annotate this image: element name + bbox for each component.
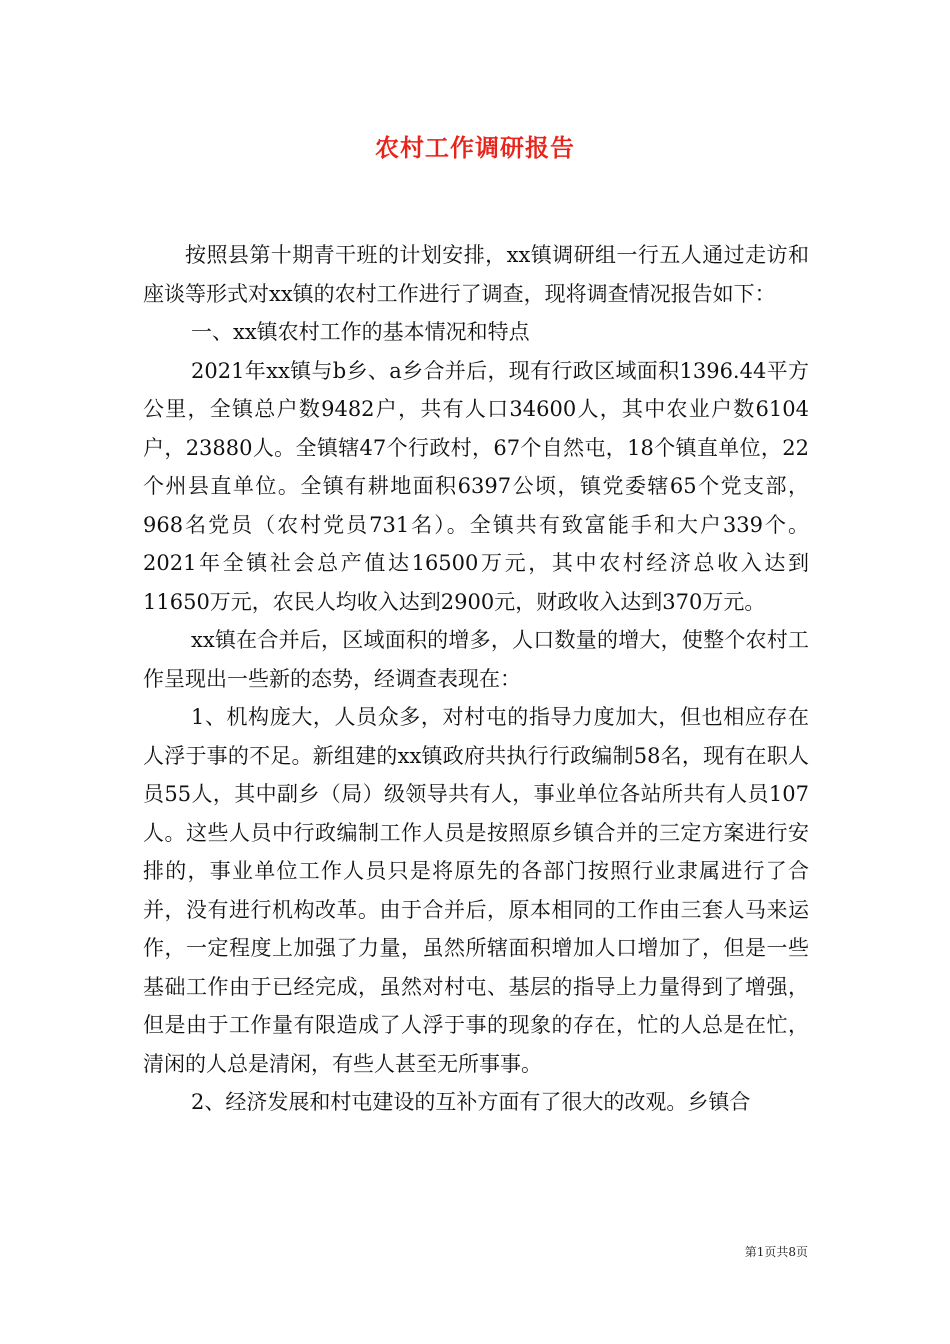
paragraph-point-2: 2、经济发展和村屯建设的互补方面有了很大的改观。乡镇合 — [191, 1090, 751, 1114]
paragraph-point-1: 1、机构庞大，人员众多，对村屯的指导力度加大，但也相应存在人浮于事的不足。新组建的xx镇政府共执行行政编制58名，现有在职人员55人，其中副乡（局）级领导共有人，事业单位各站所共有人员107人。这些人员中行政编制工作人员是按照原乡镇合并的三定方案进行安排的，事业单位工作人员只是将原先的各部门按照行业隶属进行了合并，没有进行机构改革。由于合并后，原本相同的工作由三套人马来运作，一定程度上加强了力量，虽然所辖面积增加人口增加了，但是一些基础工作由于已经完成，虽然对村屯、基层的指导上力量得到了增强，但是由于工作量有限造成了人浮于事的现象的存在，忙的人总是在忙，清闲的人总是清闲，有些人甚至无所事事。 — [143, 705, 809, 1076]
section-heading-1: 一、xx镇农村工作的基本情况和特点 — [191, 320, 530, 344]
page-number: 第1页共8页 — [744, 1245, 808, 1259]
paragraph-basic-situation: 2021年xx镇与b乡、a乡合并后，现有行政区域面积1396.44平方公里，全镇总户数9482户，共有人口34600人，其中农业户数6104户，23880人。全镇辖47个行政村，67个自然屯，18个镇直单位，22个州县直单位。全镇有耕地面积6397公顷，镇党委辖65个党支部，968名党员（农村党员731名）。全镇共有致富能手和大户339个。2021年全镇社会总产值达16500万元，其中农村经济总收入达到11650万元，农民人均收入达到2900元，财政收入达到370万元。 — [143, 358, 809, 614]
document-title: 农村工作调研报告 — [375, 133, 575, 162]
paragraph-new-trend: xx镇在合并后，区域面积的增多，人口数量的增大，使整个农村工作呈现出一些新的态势，经调查表现在： — [143, 628, 809, 691]
document-body — [143, 236, 809, 1122]
paragraph-intro: 按照县第十期青干班的计划安排，xx镇调研组一行五人通过走访和座谈等形式对xx镇的农村工作进行了调查，现将调查情况报告如下： — [143, 243, 809, 306]
